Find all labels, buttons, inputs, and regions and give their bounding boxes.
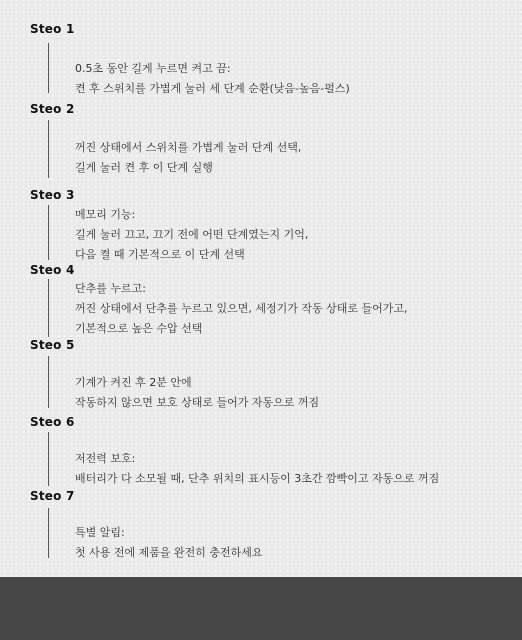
step-7-line-2: 첫 사용 전에 제품을 완전히 충전하세요: [75, 546, 263, 559]
step-7-divider: [48, 508, 49, 558]
step-2-line-2: 길게 눌러 켠 후 이 단계 실행: [75, 161, 213, 174]
step-4-title: Steo 4: [30, 263, 75, 277]
step-6-divider: [48, 432, 49, 486]
step-3-line-2: 길게 눌러 끄고, 끄기 전에 어떤 단계였는지 기억,: [75, 228, 309, 241]
step-1-title: Steo 1: [30, 22, 75, 36]
step-3-title: Steo 3: [30, 188, 75, 202]
footer-band: [0, 577, 522, 640]
step-6-line-2: 배터리가 다 소모될 때, 단추 위치의 표시등이 3초간 깜빡이고 자동으로 꺼짐: [75, 472, 440, 485]
step-7-title: Steo 7: [30, 489, 75, 503]
step-3-divider: [48, 205, 49, 260]
step-6-line-1: 저전력 보호:: [75, 452, 136, 465]
step-3-line-3: 다음 켤 때 기본적으로 이 단계 선택: [75, 248, 245, 261]
step-1-divider: [48, 43, 49, 93]
step-7-line-1: 특별 알림:: [75, 526, 125, 539]
step-5-divider: [48, 356, 49, 408]
step-4-line-2: 꺼진 상태에서 단추를 누르고 있으면, 세정기가 작동 상태로 들어가고,: [75, 302, 408, 315]
step-1-line-2: 켠 후 스위치를 가볍게 눌러 세 단계 순환(낮음-높음-펄스): [75, 82, 350, 95]
step-5-title: Steo 5: [30, 338, 75, 352]
step-6-title: Steo 6: [30, 415, 75, 429]
step-5-line-2: 작동하지 않으면 보호 상태로 들어가 자동으로 꺼짐: [75, 396, 320, 409]
step-4-divider: [48, 279, 49, 337]
step-5-line-1: 기계가 켜진 후 2분 안에: [75, 376, 192, 389]
step-2-line-1: 꺼진 상태에서 스위치를 가볍게 눌러 단계 선택,: [75, 141, 302, 154]
step-4-line-3: 기본적으로 높은 수압 선택: [75, 322, 203, 335]
step-1-line-1: 0.5초 동안 길게 누르면 켜고 끔:: [75, 62, 231, 75]
step-4-line-1: 단추를 누르고:: [75, 282, 146, 295]
step-3-line-1: 메모리 기능:: [75, 208, 136, 221]
step-2-title: Steo 2: [30, 102, 75, 116]
step-2-divider: [48, 120, 49, 178]
